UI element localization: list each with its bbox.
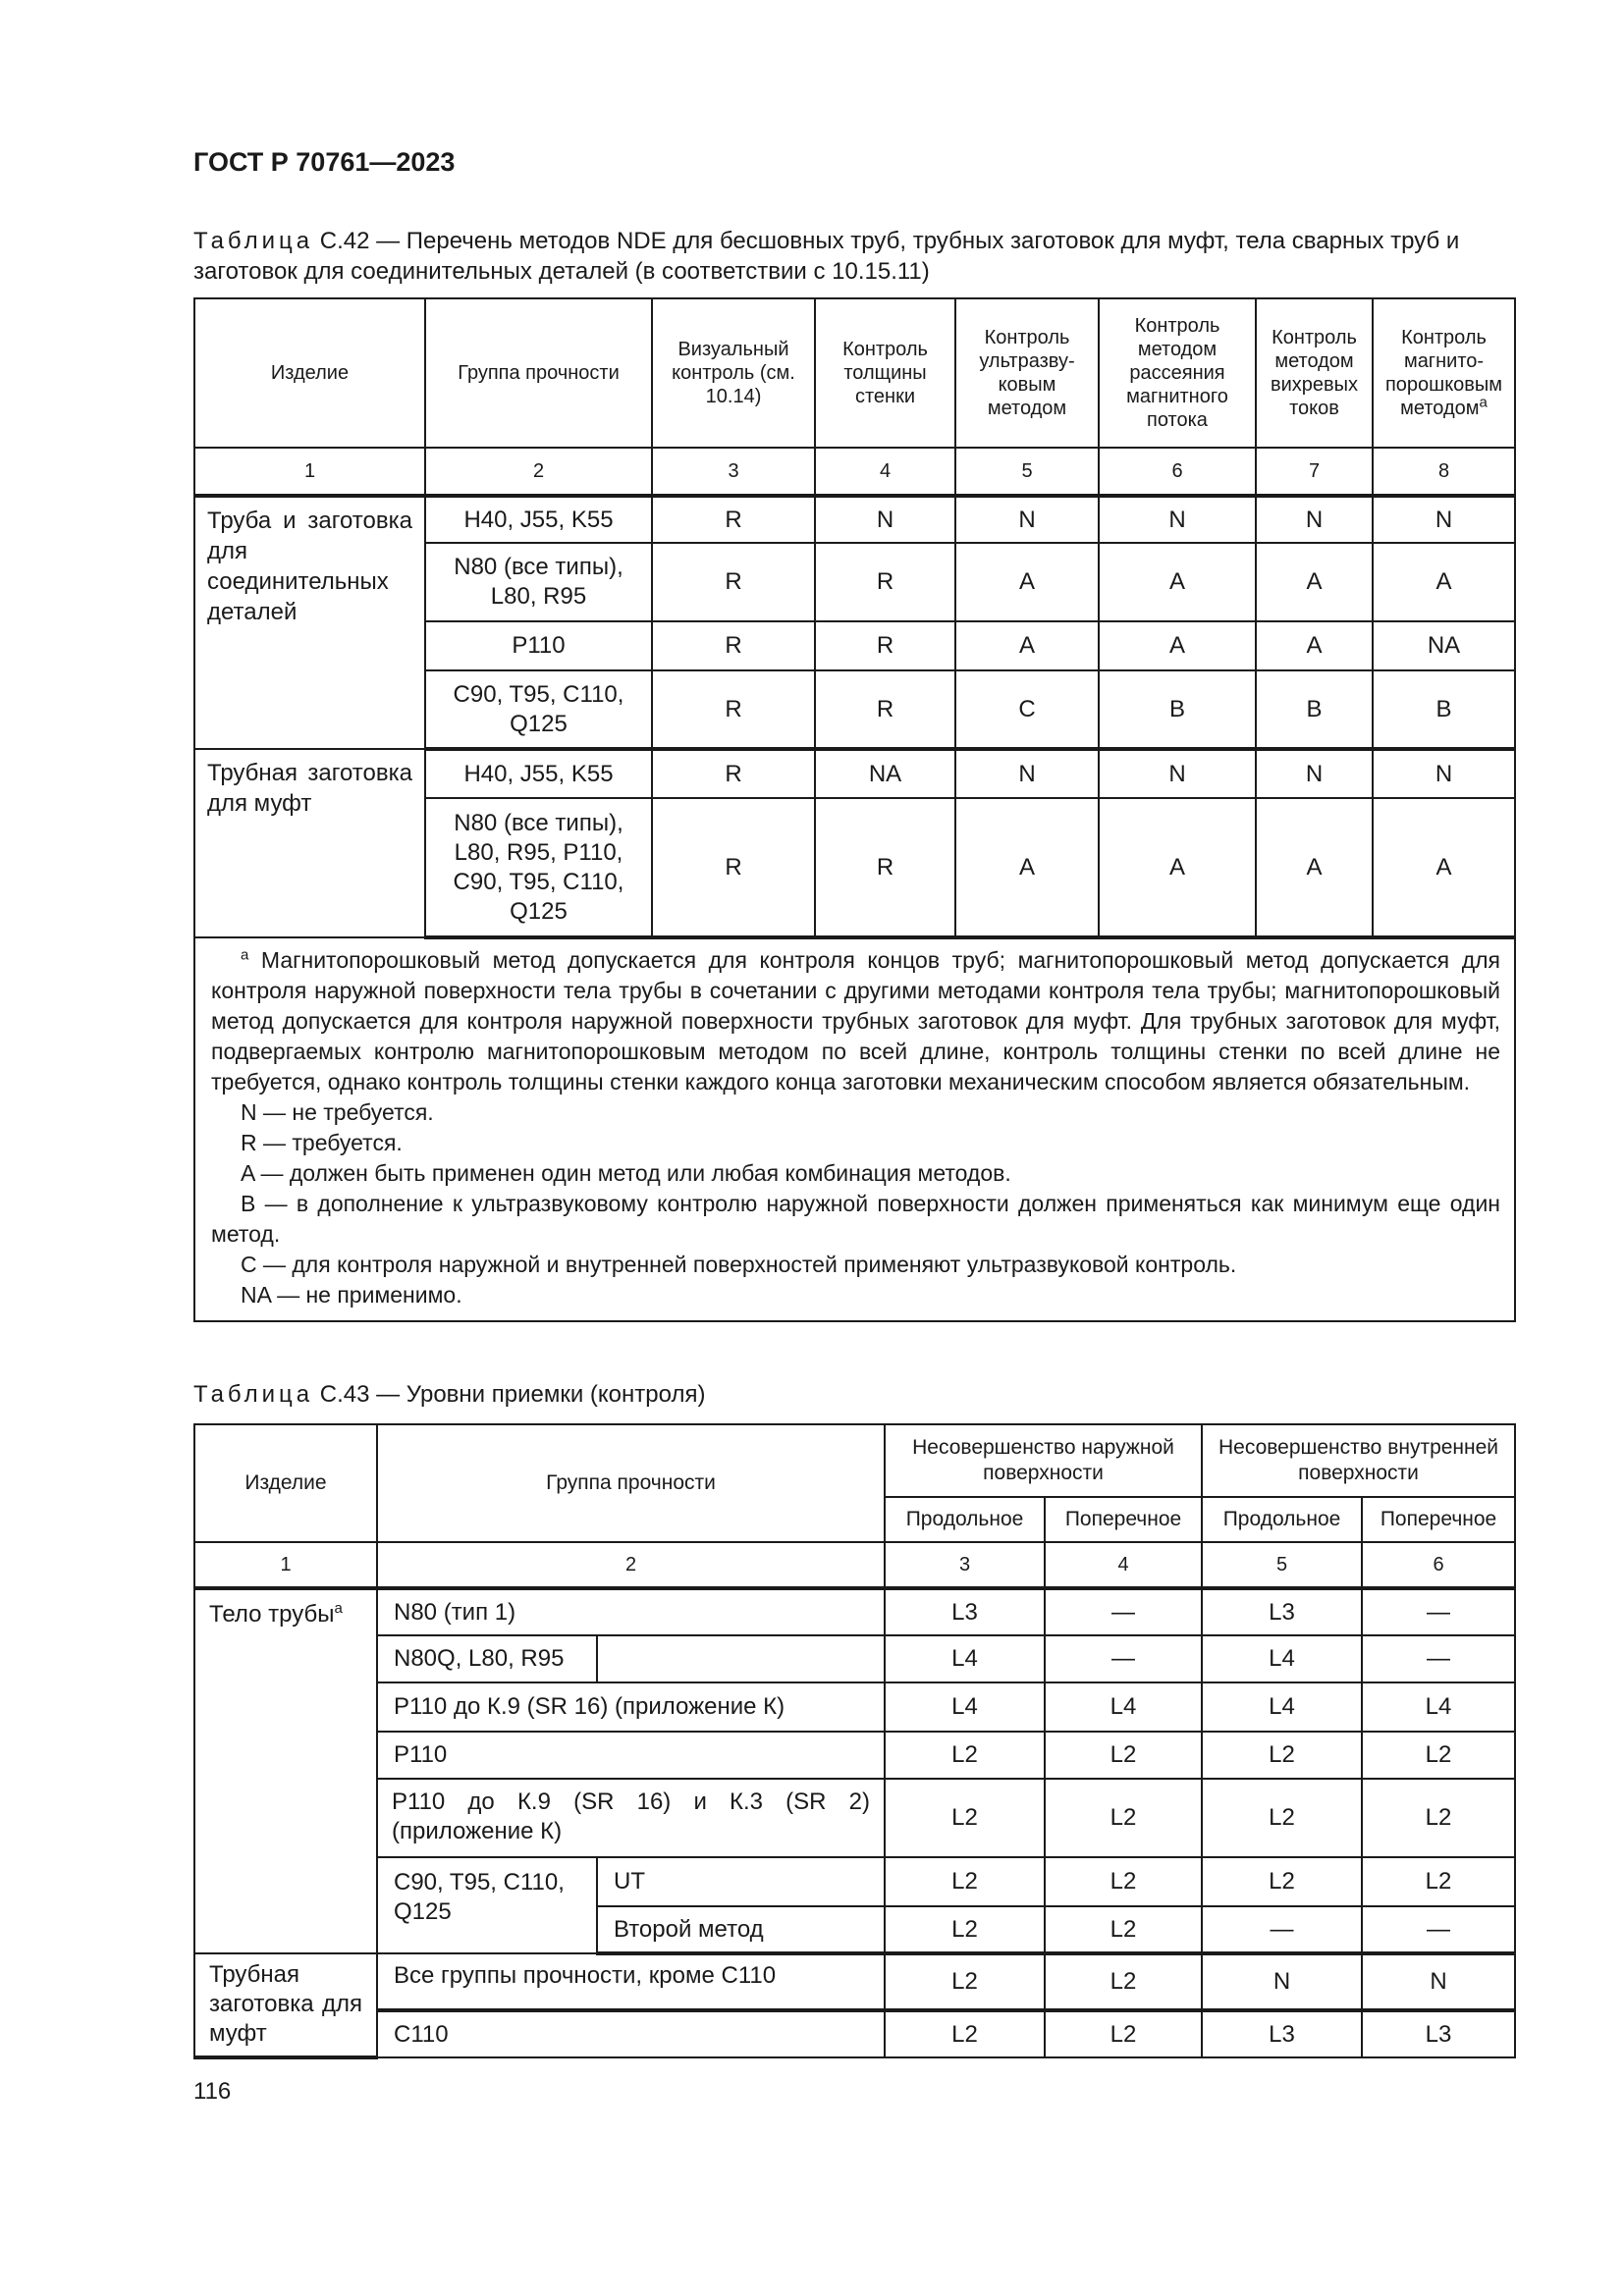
header-eddy: Контроль методом вихревых токов xyxy=(1256,298,1373,448)
table-42-footnote: $^а$ Магнитопорошковый метод допускается для контроля концов труб; магнитопорошковый метод допускается для контроля наружной поверхности тела трубы в сочетании с другими методами контроля тела трубы; магнитопорошковый метод допускается для контроля наружной поверхности трубных заготовок для муфт. Для трубных заготовок для муфт, подвергаемых контролю магнитопорошковым методом по всей длине, контроль толщины стенки по всей длине не требуется, однако контроль толщины стенки каждого конца заготовки механическим способом является обязательным. N — не требуется. R — требуется. A — должен быть применен один метод или любая комбинация методов. B — в дополнение к ультразвуковому контролю наружной поверхности должен применяться как минимум еще один метод. C — для контроля наружной и внутренней поверхностей применяют ультразвуковой контроль. NA — не применимо. xyxy=(194,937,1515,1321)
header-row xyxy=(194,1424,1515,1497)
table-cell: A xyxy=(1099,543,1256,621)
table-cell: L4 xyxy=(1202,1682,1362,1732)
table-cell: 6 xyxy=(1099,448,1256,496)
table-cell: N xyxy=(1202,1953,1362,2010)
table-cell: 7 xyxy=(1256,448,1373,496)
table-cell: L3 xyxy=(885,1588,1045,1635)
table-cell: — xyxy=(1045,1588,1202,1635)
legend-item: C — для контроля наружной и внутренней поверхностей применяют ультразвуковой контроль. xyxy=(241,1252,1237,1277)
table-cell: N xyxy=(1256,749,1373,798)
table-cell: Второй метод xyxy=(597,1906,885,1953)
header-visual: Визуальный контроль (см. 10.14) xyxy=(652,298,815,448)
table-cell: A xyxy=(955,621,1099,670)
product-cell: Трубная заготовка для муфт xyxy=(194,1953,377,2057)
table-cell: N xyxy=(1362,1953,1515,2010)
table-cell: A xyxy=(1099,621,1256,670)
table-42 xyxy=(193,297,1516,1322)
table-cell: Продольное xyxy=(1202,1497,1362,1542)
table-label: Таблица xyxy=(193,1381,314,1408)
table-cell: L2 xyxy=(885,1906,1045,1953)
table-cell: N80Q, L80, R95 xyxy=(377,1635,597,1682)
page-number: 116 xyxy=(193,2078,232,2105)
table-label: Таблица xyxy=(193,228,314,254)
legend-item: A — должен быть применен один метод или любая комбинация методов. xyxy=(241,1160,1011,1186)
table-cell: L3 xyxy=(1202,2010,1362,2057)
table-cell: L2 xyxy=(1045,1906,1202,1953)
table-cell: Продольное xyxy=(885,1497,1045,1542)
table-cell: Поперечное xyxy=(1362,1497,1515,1542)
table-cell: 4 xyxy=(815,448,955,496)
table-cell: L4 xyxy=(1202,1635,1362,1682)
table-cell: A xyxy=(1099,798,1256,937)
header-group: Группа прочности xyxy=(377,1424,885,1542)
product-cell: Труба и заготовка для соединительных деталей xyxy=(194,496,425,749)
table-cell: — xyxy=(1362,1635,1515,1682)
table-cell: N xyxy=(815,496,955,543)
table-43-caption: Таблица С.43 — Уровни приемки (контроля) xyxy=(193,1381,706,1408)
table-cell: NA xyxy=(815,749,955,798)
table-cell: L2 xyxy=(1045,1732,1202,1779)
table-cell: L4 xyxy=(885,1635,1045,1682)
table-cell: P110 до К.9 (SR 16) и К.3 (SR 2) (приложение К) xyxy=(377,1779,885,1857)
header-group: Группа прочности xyxy=(425,298,652,448)
table-cell: C110 xyxy=(377,2010,885,2057)
table-cell: R xyxy=(815,798,955,937)
table-cell: A xyxy=(1256,543,1373,621)
table-cell: R xyxy=(815,670,955,749)
table-row xyxy=(194,1953,1515,2010)
table-cell: C90, T95, C110, Q125 xyxy=(377,1857,597,1953)
document-header: ГОСТ Р 70761—2023 xyxy=(193,147,456,177)
table-cell: L3 xyxy=(1362,2010,1515,2057)
table-cell: L3 xyxy=(1202,1588,1362,1635)
column-numbers-row xyxy=(194,1542,1515,1588)
table-cell: L4 xyxy=(885,1682,1045,1732)
table-cell: 6 xyxy=(1362,1542,1515,1588)
table-cell: L2 xyxy=(885,1953,1045,2010)
table-cell: R xyxy=(652,749,815,798)
table-cell: N xyxy=(1099,496,1256,543)
table-cell: R xyxy=(652,543,815,621)
table-cell: — xyxy=(1045,1635,1202,1682)
table-cell: R xyxy=(815,621,955,670)
table-cell: L2 xyxy=(1362,1732,1515,1779)
table-cell: 3 xyxy=(652,448,815,496)
table-cell: A xyxy=(955,798,1099,937)
table-cell: A xyxy=(955,543,1099,621)
table-cell: R xyxy=(652,496,815,543)
table-cell: C xyxy=(955,670,1099,749)
table-cell: L2 xyxy=(1362,1857,1515,1906)
table-cell: NA xyxy=(1373,621,1515,670)
table-cell: L2 xyxy=(1202,1857,1362,1906)
table-cell: 2 xyxy=(377,1542,885,1588)
table-cell: N xyxy=(1373,496,1515,543)
table-cell: L2 xyxy=(885,1779,1045,1857)
table-cell: 5 xyxy=(955,448,1099,496)
header-inner: Несовершенство внутренней поверхности xyxy=(1202,1424,1515,1497)
legend-item: B — в дополнение к ультразвуковому контролю наружной поверхности должен применяться как минимум еще один метод. xyxy=(211,1191,1500,1247)
table-row xyxy=(194,496,1515,543)
table-cell: R xyxy=(652,798,815,937)
table-cell: L4 xyxy=(1362,1682,1515,1732)
table-cell: 3 xyxy=(885,1542,1045,1588)
table-cell: H40, J55, K55 xyxy=(425,749,652,798)
table-row xyxy=(194,1857,1515,1906)
header-outer: Несовершенство наружной поверхности xyxy=(885,1424,1202,1497)
table-cell: P110 xyxy=(377,1732,885,1779)
table-cell: N xyxy=(1256,496,1373,543)
table-cell: L2 xyxy=(885,1732,1045,1779)
legend-item: NA — не применимо. xyxy=(241,1282,462,1308)
table-cell: Поперечное xyxy=(1045,1497,1202,1542)
product-cell: Трубная заготовка для муфт xyxy=(194,749,425,937)
legend-item: N — не требуется. xyxy=(241,1099,434,1125)
table-cell: 5 xyxy=(1202,1542,1362,1588)
table-cell: A xyxy=(1256,798,1373,937)
table-cell: 4 xyxy=(1045,1542,1202,1588)
header-mpi: Контроль магнито-порошковым методом$^а$ xyxy=(1373,298,1515,448)
table-cell: L2 xyxy=(1045,1953,1202,2010)
table-cell: L4 xyxy=(1045,1682,1202,1732)
header-product: Изделие xyxy=(194,298,425,448)
table-row xyxy=(194,1635,1515,1682)
table-cell: Все группы прочности, кроме C110 xyxy=(377,1953,885,2010)
table-cell: 2 xyxy=(425,448,652,496)
table-cell: H40, J55, K55 xyxy=(425,496,652,543)
table-cell: L2 xyxy=(1045,2010,1202,2057)
table-row xyxy=(194,749,1515,798)
table-cell: N80 (тип 1) xyxy=(377,1588,885,1635)
table-cell: L2 xyxy=(1202,1732,1362,1779)
table-row xyxy=(194,1682,1515,1732)
table-cell: L2 xyxy=(885,2010,1045,2057)
table-cell: N xyxy=(955,496,1099,543)
header-row xyxy=(194,298,1515,448)
legend-item: R — требуется. xyxy=(241,1130,403,1155)
table-cell: A xyxy=(1373,798,1515,937)
table-cell: L2 xyxy=(885,1857,1045,1906)
table-row xyxy=(194,2010,1515,2057)
table-cell: C90, T95, C110, Q125 xyxy=(425,670,652,749)
table-cell: UT xyxy=(597,1857,885,1906)
table-cell: L2 xyxy=(1045,1779,1202,1857)
footnote-row xyxy=(194,937,1515,1321)
table-cell: B xyxy=(1256,670,1373,749)
column-numbers-row xyxy=(194,448,1515,496)
table-cell: L2 xyxy=(1202,1779,1362,1857)
product-cell: Тело трубы$^а$ xyxy=(194,1588,377,1953)
table-42-caption: Таблица С.42 — Перечень методов NDE для бесшовных труб, трубных заготовок для муфт, тела сварных труб и заготовок для соединительных деталей (в соответствии с 10.15.11) xyxy=(193,228,1460,285)
table-cell: R xyxy=(652,621,815,670)
table-cell: A xyxy=(1256,621,1373,670)
table-cell: L2 xyxy=(1362,1779,1515,1857)
table-cell: 1 xyxy=(194,1542,377,1588)
table-cell: R xyxy=(652,670,815,749)
table-cell: N xyxy=(1099,749,1256,798)
header-flux: Контроль методом рассеяния магнитного потока xyxy=(1099,298,1256,448)
table-cell: — xyxy=(1362,1588,1515,1635)
table-cell: 8 xyxy=(1373,448,1515,496)
table-cell xyxy=(597,1635,885,1682)
header-product: Изделие xyxy=(194,1424,377,1542)
table-row xyxy=(194,1779,1515,1857)
table-cell: N80 (все типы), L80, R95, P110, C90, T95, C110, Q125 xyxy=(425,798,652,937)
table-cell: — xyxy=(1202,1906,1362,1953)
table-cell: L2 xyxy=(1045,1857,1202,1906)
table-cell: N xyxy=(1373,749,1515,798)
table-cell: — xyxy=(1362,1906,1515,1953)
table-cell: A xyxy=(1373,543,1515,621)
table-cell: N xyxy=(955,749,1099,798)
header-ut: Контроль ультразву-ковым методом xyxy=(955,298,1099,448)
table-row xyxy=(194,1588,1515,1635)
table-cell: P110 xyxy=(425,621,652,670)
table-cell: 1 xyxy=(194,448,425,496)
table-cell: P110 до К.9 (SR 16) (приложение К) xyxy=(377,1682,885,1732)
table-43 xyxy=(193,1423,1516,2059)
table-cell: R xyxy=(815,543,955,621)
table-cell: B xyxy=(1099,670,1256,749)
table-cell: B xyxy=(1373,670,1515,749)
header-wall: Контроль толщины стенки xyxy=(815,298,955,448)
table-cell: N80 (все типы), L80, R95 xyxy=(425,543,652,621)
table-row xyxy=(194,1732,1515,1779)
